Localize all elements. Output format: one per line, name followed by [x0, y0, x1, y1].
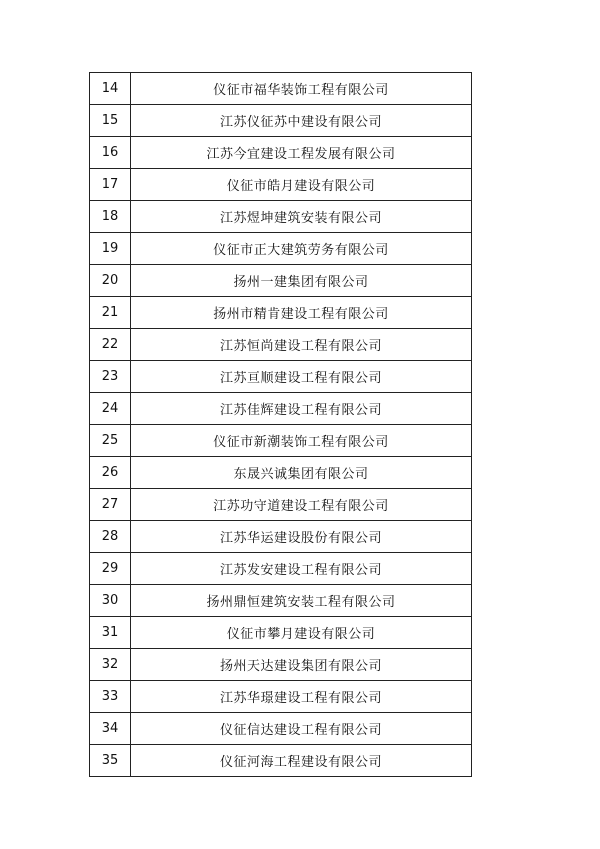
- company-name: 江苏华运建设股份有限公司: [131, 521, 472, 553]
- company-name: 仪征市新潮装饰工程有限公司: [131, 425, 472, 457]
- row-number: 27: [90, 489, 131, 521]
- table-row: [90, 425, 472, 457]
- row-number: 21: [90, 297, 131, 329]
- company-name: 江苏华璟建设工程有限公司: [131, 681, 472, 713]
- company-name: 江苏恒尚建设工程有限公司: [131, 329, 472, 361]
- table-row: [90, 521, 472, 553]
- company-name: 扬州天达建设集团有限公司: [131, 649, 472, 681]
- table-row: [90, 553, 472, 585]
- row-number: 23: [90, 361, 131, 393]
- row-number: 31: [90, 617, 131, 649]
- row-number: 24: [90, 393, 131, 425]
- row-number: 15: [90, 105, 131, 137]
- row-number: 20: [90, 265, 131, 297]
- row-number: 32: [90, 649, 131, 681]
- company-name: 扬州鼎恒建筑安装工程有限公司: [131, 585, 472, 617]
- table-row: [90, 489, 472, 521]
- table-row: [90, 393, 472, 425]
- company-name: 扬州市精肯建设工程有限公司: [131, 297, 472, 329]
- table-row: [90, 169, 472, 201]
- company-name: 江苏亘顺建设工程有限公司: [131, 361, 472, 393]
- table-row: [90, 105, 472, 137]
- table-row: [90, 457, 472, 489]
- table-row: [90, 681, 472, 713]
- row-number: 26: [90, 457, 131, 489]
- company-name: 江苏功守道建设工程有限公司: [131, 489, 472, 521]
- table-row: [90, 713, 472, 745]
- row-number: 35: [90, 745, 131, 777]
- table-row: [90, 361, 472, 393]
- row-number: 18: [90, 201, 131, 233]
- table-row: [90, 329, 472, 361]
- company-name: 仪征市福华装饰工程有限公司: [131, 73, 472, 105]
- company-name: 江苏今宜建设工程发展有限公司: [131, 137, 472, 169]
- table-row: [90, 137, 472, 169]
- company-name: 仪征市正大建筑劳务有限公司: [131, 233, 472, 265]
- company-name: 江苏佳辉建设工程有限公司: [131, 393, 472, 425]
- row-number: 30: [90, 585, 131, 617]
- row-number: 16: [90, 137, 131, 169]
- company-name: 仪征市皓月建设有限公司: [131, 169, 472, 201]
- row-number: 25: [90, 425, 131, 457]
- company-name: 江苏煜坤建筑安装有限公司: [131, 201, 472, 233]
- company-name: 江苏仪征苏中建设有限公司: [131, 105, 472, 137]
- company-list-table: [89, 72, 472, 777]
- row-number: 14: [90, 73, 131, 105]
- company-name: 江苏发安建设工程有限公司: [131, 553, 472, 585]
- table-row: [90, 617, 472, 649]
- row-number: 29: [90, 553, 131, 585]
- row-number: 17: [90, 169, 131, 201]
- company-name: 东晟兴诚集团有限公司: [131, 457, 472, 489]
- table-row: [90, 265, 472, 297]
- row-number: 19: [90, 233, 131, 265]
- table-row: [90, 297, 472, 329]
- company-name: 扬州一建集团有限公司: [131, 265, 472, 297]
- company-name: 仪征信达建设工程有限公司: [131, 713, 472, 745]
- table-row: [90, 73, 472, 105]
- company-name: 仪征市攀月建设有限公司: [131, 617, 472, 649]
- table-row: [90, 585, 472, 617]
- table-row: [90, 201, 472, 233]
- row-number: 28: [90, 521, 131, 553]
- company-name: 仪征河海工程建设有限公司: [131, 745, 472, 777]
- row-number: 22: [90, 329, 131, 361]
- table-row: [90, 649, 472, 681]
- table-row: [90, 745, 472, 777]
- row-number: 34: [90, 713, 131, 745]
- row-number: 33: [90, 681, 131, 713]
- table-row: [90, 233, 472, 265]
